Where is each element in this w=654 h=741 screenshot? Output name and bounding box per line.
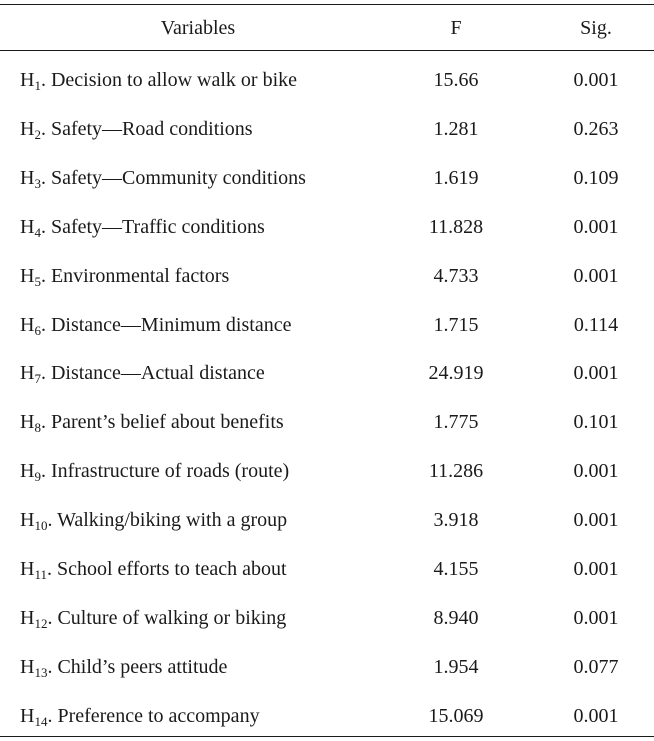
f-value-cell: 4.733 <box>433 264 479 287</box>
variable-cell <box>20 252 229 301</box>
variable-label: . Distance—Minimum distance <box>40 313 292 336</box>
sig-value-cell: 0.263 <box>573 117 619 140</box>
hypothesis-number: 2 <box>34 126 41 142</box>
table-row <box>0 154 654 203</box>
variable-cell <box>20 105 253 154</box>
f-value-cell: 11.828 <box>428 215 484 238</box>
hypothesis-number: 9 <box>34 469 41 485</box>
hypothesis-letter: H <box>20 362 35 385</box>
variable-cell <box>20 301 291 350</box>
hypothesis-letter: H <box>20 215 35 238</box>
hypothesis-letter: H <box>20 264 35 287</box>
sig-value-cell: 0.001 <box>573 460 619 483</box>
sig-value-cell: 0.001 <box>573 558 619 580</box>
variable-label: . Decision to allow walk or bike <box>40 69 298 91</box>
hypothesis-number: 1 <box>34 78 41 93</box>
hypothesis-number: 13 <box>34 664 48 680</box>
variable-label: . Infrastructure of roads (route) <box>40 460 290 483</box>
hypothesis-letter: H <box>20 606 35 629</box>
hypothesis-letter: H <box>20 558 35 580</box>
variable-cell <box>20 349 265 398</box>
variable-label: . Safety—Road conditions <box>40 117 253 140</box>
sig-value-cell: 0.101 <box>573 411 619 434</box>
header-variables: Variables <box>160 17 236 39</box>
sig-value-cell: 0.001 <box>573 606 619 629</box>
variable-label: . Distance—Actual distance <box>40 362 265 385</box>
hypothesis-number: 4 <box>34 224 41 240</box>
sig-value-cell: 0.001 <box>573 704 619 727</box>
table-row <box>0 692 654 741</box>
f-value-cell: 24.919 <box>428 362 484 385</box>
hypothesis-number: 7 <box>34 371 41 387</box>
variable-cell <box>20 496 287 545</box>
hypothesis-number: 14 <box>34 713 48 729</box>
hypothesis-number: 5 <box>34 273 41 289</box>
f-value-cell: 8.940 <box>433 606 479 629</box>
variable-cell <box>20 398 284 447</box>
variable-label: . Safety—Traffic conditions <box>40 215 265 238</box>
hypothesis-letter: H <box>20 166 35 189</box>
hypothesis-number: 10 <box>34 518 48 534</box>
table-row <box>0 545 654 594</box>
variable-label: . Environmental factors <box>40 264 230 287</box>
variable-cell <box>20 56 297 105</box>
f-value-cell: 1.954 <box>433 655 479 678</box>
hypothesis-number: 11 <box>34 567 47 582</box>
sig-value-cell: 0.109 <box>573 166 619 189</box>
f-value-cell: 15.069 <box>428 704 484 727</box>
f-value-cell: 4.155 <box>433 558 479 580</box>
sig-value-cell: 0.001 <box>573 362 619 385</box>
hypothesis-letter: H <box>20 655 35 678</box>
f-value-cell: 11.286 <box>428 460 484 483</box>
header-sig: Sig. <box>580 17 612 39</box>
table-row <box>0 496 654 545</box>
sig-value-cell: 0.077 <box>573 655 619 678</box>
variable-cell <box>20 545 287 594</box>
table-header-row <box>0 4 654 53</box>
variable-cell <box>20 692 260 741</box>
hypothesis-number: 3 <box>34 175 41 191</box>
hypothesis-letter: H <box>20 460 35 483</box>
variable-label: . Preference to accompany <box>47 704 260 727</box>
hypothesis-letter: H <box>20 704 35 727</box>
variable-label: . Culture of walking or biking <box>47 606 287 629</box>
hypothesis-number: 12 <box>34 615 48 631</box>
hypothesis-number: 6 <box>34 322 41 338</box>
hypothesis-letter: H <box>20 411 35 434</box>
table-row <box>0 447 654 496</box>
variable-cell <box>20 154 306 203</box>
table-row <box>0 105 654 154</box>
table-row <box>0 301 654 350</box>
table-row <box>0 349 654 398</box>
table-row <box>0 398 654 447</box>
variable-label: . Parent’s belief about benefits <box>40 411 284 434</box>
table-row <box>0 56 654 105</box>
hypothesis-letter: H <box>20 509 35 532</box>
variable-label: . Child’s peers attitude <box>47 655 228 678</box>
sig-value-cell: 0.001 <box>573 69 619 91</box>
table-row <box>0 643 654 692</box>
f-value-cell: 1.619 <box>433 166 479 189</box>
sig-value-cell: 0.114 <box>573 313 619 336</box>
table-header-rule <box>0 50 654 51</box>
variable-cell <box>20 643 227 692</box>
hypothesis-number: 8 <box>34 420 41 436</box>
f-value-cell: 1.715 <box>433 313 479 336</box>
sig-value-cell: 0.001 <box>573 264 619 287</box>
header-f: F <box>450 17 462 39</box>
variable-label: . School efforts to teach about <box>46 558 287 580</box>
variable-cell <box>20 594 286 643</box>
f-value-cell: 3.918 <box>433 509 479 532</box>
sig-value-cell: 0.001 <box>573 215 619 238</box>
variable-cell <box>20 203 265 252</box>
hypothesis-letter: H <box>20 313 35 336</box>
f-value-cell: 1.775 <box>433 411 479 434</box>
table-row <box>0 594 654 643</box>
hypothesis-letter: H <box>20 117 35 140</box>
variable-label: . Walking/biking with a group <box>47 509 288 532</box>
f-value-cell: 15.66 <box>433 69 479 91</box>
table-bottom-rule <box>0 736 654 737</box>
variable-label: . Safety—Community conditions <box>40 166 306 189</box>
hypothesis-letter: H <box>20 69 35 91</box>
sig-value-cell: 0.001 <box>573 509 619 532</box>
variable-cell <box>20 447 289 496</box>
table-row <box>0 203 654 252</box>
f-value-cell: 1.281 <box>433 117 479 140</box>
table-row <box>0 252 654 301</box>
